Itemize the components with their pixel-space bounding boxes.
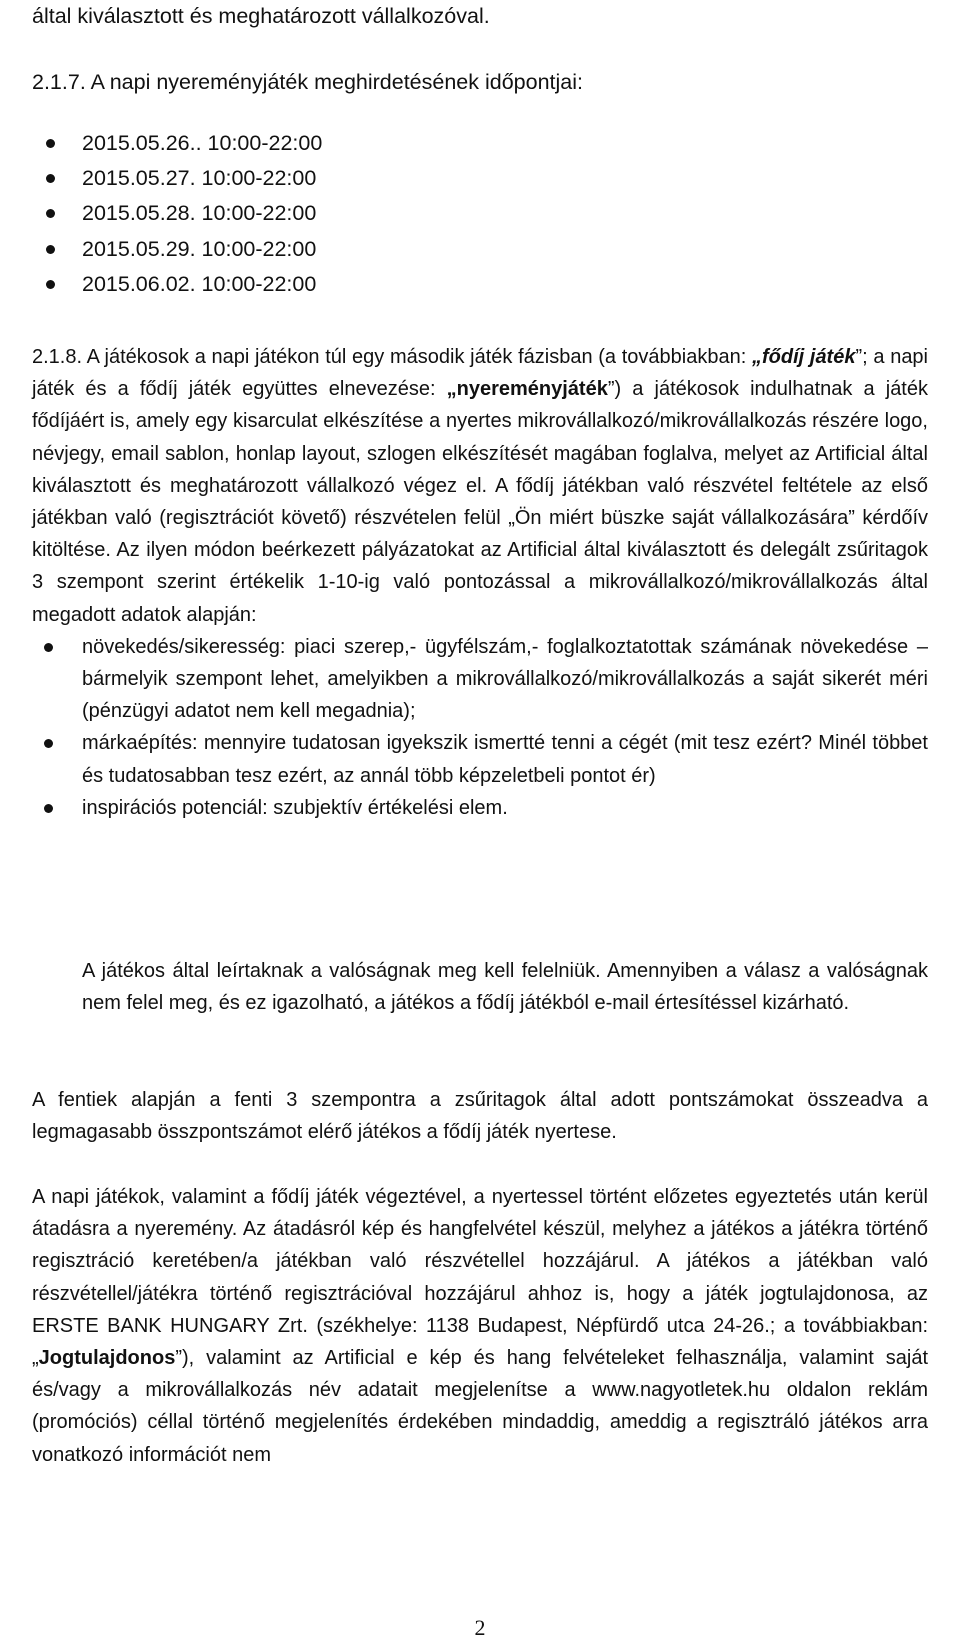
bullet-icon: [44, 804, 53, 813]
bullet-icon: [46, 209, 55, 218]
bullet-icon: [44, 739, 53, 748]
criteria-list: [32, 631, 928, 824]
section-2-1-8: [32, 341, 928, 824]
bullet-icon: [46, 174, 55, 183]
page-number: 2: [474, 1615, 486, 1640]
bullet-icon: [46, 139, 55, 148]
bullet-icon: [46, 245, 55, 254]
date-item: 2015.05.26.. 10:00-22:00: [0, 126, 322, 161]
criteria-item: inspirációs potenciál: szubjektív értékelési elem.: [32, 792, 928, 824]
bullet-icon: [46, 280, 55, 289]
prize-handover-paragraph: A napi játékok, valamint a fődíj játék végeztével, a nyertessel történt előzetes egyeztetés után kerül átadásra a nyeremény. Az átadásról kép és hangfelvétel készül, melyhez a játékos a játékra történő regisztráció keretében/a játékban való részvétellel hozzájárul. A játékos a játékban való részvétellel/játékra történő regisztrációval hozzájárul ahhoz is, hogy a játék jogtulajdonosa, az ERSTE BANK HUNGARY Zrt. (székhelye: 1138 Budapest, Népfürdő utca 24-26.; a továbbiakban: „Jogtulajdonos”), valamint az Artificial e kép és hang felvételeket felhasználja, valamint saját és/vagy a mikrovállalkozás név adatait megjelenítse a www.nagyotletek.hu oldalon reklám (promóciós) céllal történő megjelenítés érdekében mindaddig, ameddig a regisztráló játékos arra vonatkozó információt nem: [32, 1186, 928, 1466]
winner-paragraph: A fentiek alapján a fenti 3 szempontra a zsűritagok által adott pontszámokat összeadva a legmagasabb összpontszámot elérő játékos a fődíj játék nyertese.: [32, 1089, 928, 1144]
date-item: 2015.06.02. 10:00-22:00: [0, 267, 322, 302]
term-nyeremenyjatek: „nyereményjáték: [446, 378, 608, 401]
criteria-item: növekedés/sikeresség: piaci szerep,- ügyfélszám,- foglalkoztatottak számának növekedése – bármelyik szempont lehet, amelyikben a mikrovállalkozó/mikrovállalkozás a saját sikerét méri (pénzügyi adatot nem kell megadnia);: [32, 631, 928, 728]
bullet-icon: [44, 643, 53, 652]
date-item: 2015.05.29. 10:00-22:00: [0, 232, 322, 267]
section-2-1-7-title: 2.1.7. A napi nyereményjáték meghirdetésének időpontjai:: [32, 70, 584, 94]
section-2-1-8-paragraph: 2.1.8. A játékosok a napi játékon túl egy második játék fázisban (a továbbiakban: „fődíj játék”; a napi játék és a fődíj játék együttes elnevezése: „nyereményjáték”) a játékosok indulhatnak a játék fődíjáért is, amely egy kisarculat elkészítése a nyertes mikrovállalkozó/mikrovállalkozás részére logo, névjegy, email sablon, honlap layout, szlogen elkészítését magában foglalva, melyet az Artificial által kiválasztott és meghatározott vállalkozó végez el. A fődíj játékban való részvétel feltétele az első játékban való (regisztrációt követő) részvételen felül „Ön miért büszke saját vállalkozására” kérdőív kitöltése. Az ilyen módon beérkezett pályázatokat az Artificial által kiválasztott és delegált zsűritagok 3 szempont szerint értékelik 1-10-ig való pontozással a mikrovállalkozó/mikrovállalkozás által megadott adatok alapján:: [32, 346, 929, 626]
criteria-item: márkaépítés: mennyire tudatosan igyekszik ismertté tenni a cégét (mit tesz ezért? Minél többet és tudatosabban tesz ezért, az annál több képzeletbeli pontot ér): [32, 727, 928, 791]
term-fodij-jatek: „fődíj játék: [751, 346, 856, 368]
term-jogtulajdonos: Jogtulajdonos: [38, 1347, 176, 1370]
truthfulness-paragraph: A játékos által leírtaknak a valóságnak meg kell felelniük. Amennyiben a válasz a valóságnak nem felel meg, és ez igazolható, a játékos a fődíj játékból e-mail értesítéssel kizárható.: [82, 960, 928, 1015]
continuation-line: által kiválasztott és meghatározott vállalkozóval.: [32, 4, 490, 28]
announcement-dates-list: [0, 126, 322, 302]
date-item: 2015.05.28. 10:00-22:00: [0, 196, 322, 231]
date-item: 2015.05.27. 10:00-22:00: [0, 161, 322, 196]
